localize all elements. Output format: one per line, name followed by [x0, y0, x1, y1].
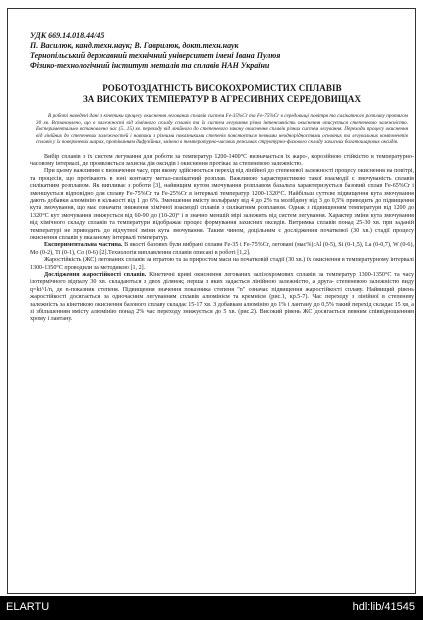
udc-code: УДК 669.14.018.44/45	[30, 31, 105, 40]
paragraph-text: В якості базових були вибрані сплави Fe-35 і Fe-75%Cr, леговані (мас%):Al (0-5), Si (0-1,5), La (0-0,7), W (0-6), Mo (0-2), Ti (0-1), Co (0-6) [2].Технологія виплавлення сплавів описані в роботі [1,2].	[30, 242, 414, 256]
repository-footer-bar	[0, 596, 423, 620]
paper-page	[30, 31, 414, 324]
paragraph-intro	[30, 154, 414, 169]
affiliation-university: Тернопільський державний технічний університет імені Івана Пулюя	[30, 51, 281, 60]
paragraph-text: При цьому важливим є визначення часу, при якому здійснюється перехід від лінійної до степеневої залежності процесу окиснення на повітрі, та процесів, що протікають в зоні контакту метал-силікатний розплав. Важливою характеристикою такої взаємодії є змочуваність сплавів силікатним розплавом. Як випливає з роботи [3], найвищим кутом змочування розплавом базальта характеризується базовий сплав Fe-65%Cr і зменшується відповідно для сплаву Fe-75%Cr та Fe-25%Cr в інтервалі температур 1200-1320°С. Найбільш суттєве підвищення кута змочування дають добавки алюмінію в кількості від 1 до 6%. Зменшення вмісту вольфраму від 4 до 2% та молібдену від 3 до 0,5% приводить до підвищення кута змочування, що має означати зниження хімічної взаємодії сплавів з силікатним розплавом. Однак з підвищенням температури від 1200 до 1320°С кут змочування знижується від 60-90 до (10-20)° і в значно меншій мірі залежить від систем легування. Характер зміни кута змочування від хімічного складу сплавів та температури відображає процес формування захисних оксидів. Витримка сплавів понад 25-30 хв. при заданій температурі не приводить до відчутної зміни кута змочування. Таким чином, доцільним є дослідження початкової (30 хв.) стадії процесу окиснення сплавів у вказаному інтервалі температур.	[30, 168, 414, 241]
paragraph-text: Кінетичні криві окиснення легованих залізохромових сплавів за температур 1300-1350°С та часу ізотермічного відпалу 30 хв. складаються з двох ділянок; перша з яких задається лінійною залежністю, а друга- степеневою залежністю виду q=kt^1/n, де n-показник степеня. Підвищення значення показника степеня "n" означає підвищення жаростійкості сплаву. Найвищий рівень жаростійкості досягається за одночасним легуванням сплавів алюмінієм та кремнієм (рис.1, кр.5-7). Час переходу з лінійної в степеневу залежність за кінетикою окиснення базового сплаву складає 15-17 хв. З добавкам алюмінію до 1% і лантану до 0,5% такий перехід складає 15 хв, а зі збільшенням вмісту алюмінію понад 2% час переходу знижується до 5 хв. (рис.2). Високий рівень ЖС досягається певним співвідношенням хрому і лантану.	[30, 272, 414, 323]
paper-title-line-2: ЗА ВИСОКИХ ТЕМПЕРАТУР В АГРЕСИВНИХ СЕРЕДОВИЩАХ	[82, 94, 362, 104]
paragraph-experimental	[30, 242, 414, 257]
paragraph-heading: Дослідження жаростійкості сплавів.	[44, 272, 147, 278]
paragraph-text: Вибір сплавів з їх систем легування для роботи за температур 1200-1400°С визначається їх жаро-, корозійною стійкістю в температурно-часовому інтервалі, де проявляється захисна дія оксидів і окиснення протікає за степеневою залежністю.	[30, 153, 414, 167]
page-frame	[7, 8, 416, 594]
paper-title	[30, 83, 414, 105]
paragraph-results	[30, 272, 414, 324]
paragraph-heading: Експериментальна частина.	[44, 242, 123, 249]
affiliation-institute: Фізико-технологічний інститут металів та сплавів НАН України	[30, 61, 270, 70]
authors: П. Василюк, канд.техн.наук; В. Гаврилюк, докт.техн.наук	[30, 41, 239, 50]
paragraph-method	[30, 257, 414, 272]
paragraph-text: Жаростійкість (ЖС) легованих сплавів за втратою та за приростом маси на початковій стадії (30 хв.) їх окиснення в температурному інтервалі 1300-1350°С проводили за методикою [1, 2].	[30, 257, 414, 271]
paper-body	[30, 154, 414, 324]
repository-name: ELARTU	[6, 601, 50, 613]
paragraph-wetting	[30, 168, 414, 242]
paper-title-line-1: РОБОТОЗДАТНІСТЬ ВИСОКОХРОМИСТИХ СПЛАВІВ	[102, 83, 342, 93]
handle-link[interactable]: hdl:lib/41545	[352, 601, 415, 613]
abstract: В роботі наведені дані з кінетики процесу окиснення легованих сплавів систем Fe-35%Cr та Fe-75%Cr в середовищі повітря та силікатного розплаву протягом 30 хв. Встановлено, що в залежності від хімічного складу сплавів та їх систем легування різна інтенсивність окиснення описується степеневою залежністю. Експериментально встановлено час (5...15) хв. переходу від лінійного до степеневого закону окиснення сплавів різних систем легування. Переходи процесу окиснення від лінійних до степеневих залежностей і навпаки з різними показниками степенів пояснюється певними неоднорідностями основних та легувальних компонентів сплавів у їх поверхневих шарах, протіканням дифузійних, зміною в температурно-часових режимах структурно-фазового складу захисних багатошарових оксидів.	[36, 113, 408, 145]
